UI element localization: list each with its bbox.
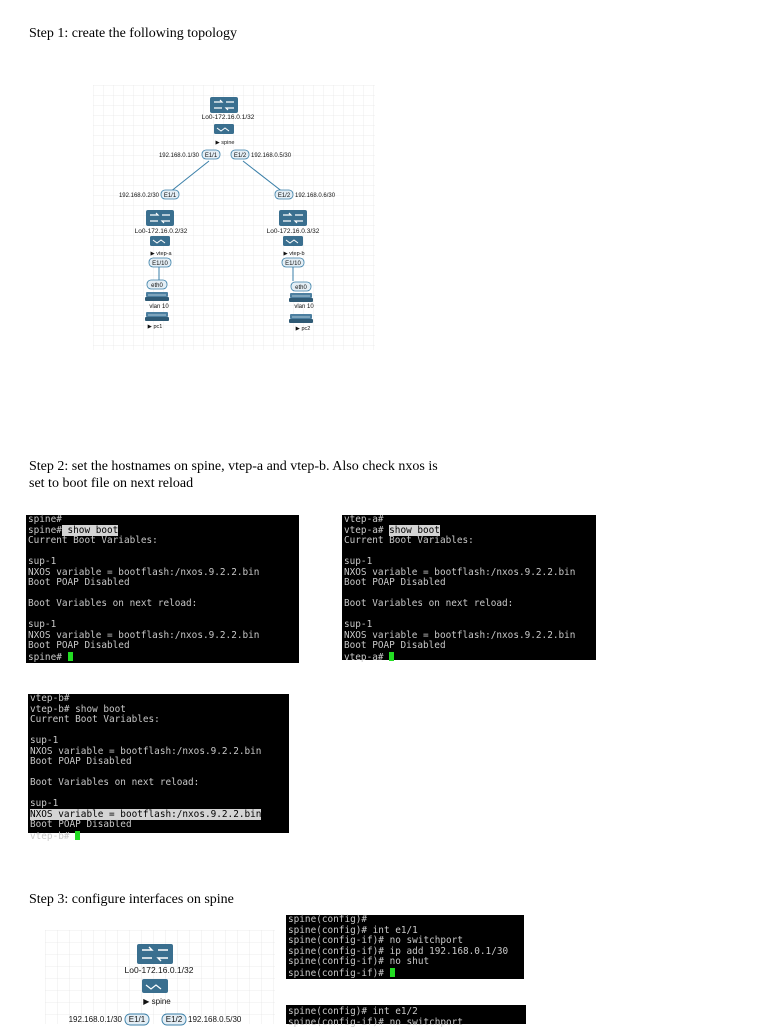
svg-text:E1/1: E1/1 — [163, 193, 177, 199]
pc1-vlan-label: vlan 10 — [149, 304, 169, 310]
vtepa-e11-ip: 192.168.0.2/30 — [118, 193, 159, 199]
vtepb-switch-icon[interactable] — [279, 210, 307, 226]
step1-heading: Step 1: create the following topology — [29, 26, 238, 41]
spine-e12-ip: 192.168.0.5/30 — [188, 1015, 242, 1024]
spine-switch-icon[interactable] — [137, 944, 173, 964]
svg-text:E1/10: E1/10 — [285, 261, 301, 267]
svg-text:eth0: eth0 — [151, 283, 163, 289]
spine-topology-diagram — [45, 930, 275, 1024]
spine-show-boot-terminal[interactable]: spine# spine# show boot Current Boot Variables: sup-1 NXOS variable = bootflash:/nxos.9.2.2.bin Boot POAP Disabled Boot Variables on next reload: sup-1 NXOS variable = bootflash:/nxos.9.2.2.bin Boot POAP Disabled spine# — [26, 515, 299, 663]
pc2-stand-icon — [289, 293, 313, 302]
svg-text:eth0: eth0 — [295, 285, 307, 291]
terminal-cursor — [390, 968, 395, 977]
step2-heading-line1: Step 2: set the hostnames on spine, vtep-a and vtep-b. Also check nxos is — [29, 459, 438, 474]
highlighted-line: NXOS variable = bootflash:/nxos.9.2.2.bin — [30, 808, 262, 820]
terminal-cursor — [389, 652, 394, 661]
vtepb-e12-ip: 192.168.0.6/30 — [295, 193, 336, 199]
spine-loopback-label: Lo0-172.16.0.1/32 — [201, 114, 255, 121]
pc1-name-label[interactable]: ▶ pc1 — [147, 324, 163, 330]
spine-config-e12-terminal[interactable]: spine(config)# int e1/2 spine(config-if)# no switchport — [286, 1005, 526, 1024]
spine-loopback-label: Lo0-172.16.0.1/32 — [124, 965, 194, 975]
vtepa-show-boot-terminal[interactable]: vtep-a# vtep-a# show boot Current Boot Variables: sup-1 NXOS variable = bootflash:/nxos.9.2.2.bin Boot POAP Disabled Boot Variables on next reload: sup-1 NXOS variable = bootflash:/nxos.9.2.2.bin Boot POAP Disabled vtep-a# — [342, 515, 596, 660]
terminal-cursor — [68, 652, 73, 661]
vtepb-loopback-label: Lo0-172.16.0.3/32 — [266, 228, 320, 235]
svg-text:E1/1: E1/1 — [204, 153, 218, 159]
vtepb-show-boot-terminal[interactable]: vtep-b# vtep-b# show boot Current Boot Variables: sup-1 NXOS variable = bootflash:/nxos.9.2.2.bin Boot POAP Disabled Boot Variables on next reload: sup-1 NXOS variable = bootflash:/nxos.9.2.2.bin Boot POAP Disabled vtep-b# — [28, 694, 289, 833]
spine-chip-icon — [214, 124, 234, 134]
vtepa-chip-icon — [150, 236, 170, 246]
vtepa-name-label[interactable]: ▶ vtep-a — [150, 251, 172, 257]
topology-diagram — [93, 85, 375, 350]
spine-config-e11-terminal[interactable]: spine(config)# spine(config)# int e1/1 spine(config-if)# no switchport spine(config-if)# ip add 192.168.0.1/30 spine(config-if)# no shut spine(config-if)# — [286, 915, 524, 979]
vtepb-chip-icon — [283, 236, 303, 246]
diagram-grid — [93, 85, 375, 350]
pc2-icon[interactable] — [289, 314, 313, 323]
spine-switch-icon[interactable] — [210, 97, 238, 113]
svg-text:E1/2: E1/2 — [233, 153, 247, 159]
vtepa-switch-icon[interactable] — [146, 210, 174, 226]
pc2-vlan-label: vlan 10 — [294, 304, 314, 310]
spine-e11-ip: 192.168.0.1/30 — [158, 153, 199, 159]
svg-text:E1/10: E1/10 — [152, 261, 168, 267]
spine-name-label[interactable]: ▶ spine — [143, 997, 171, 1006]
svg-text:E1/2: E1/2 — [165, 1015, 183, 1024]
highlighted-command: show boot — [389, 524, 440, 536]
pc1-device-icon[interactable] — [145, 312, 169, 321]
vtepa-loopback-label: Lo0-172.16.0.2/32 — [134, 228, 188, 235]
step3-heading: Step 3: configure interfaces on spine — [29, 892, 234, 907]
step2-heading-line2: set to boot file on next reload — [29, 476, 194, 491]
terminal-cursor — [75, 831, 80, 840]
svg-text:E1/2: E1/2 — [277, 193, 291, 199]
highlighted-command: show boot — [61, 524, 119, 536]
spine-e12-ip: 192.168.0.5/30 — [251, 153, 292, 159]
pc2-name-label[interactable]: ▶ pc2 — [295, 326, 311, 332]
spine-e11-ip: 192.168.0.1/30 — [68, 1015, 122, 1024]
svg-text:E1/1: E1/1 — [128, 1015, 146, 1024]
pc1-icon[interactable] — [145, 292, 169, 301]
spine-name-label[interactable]: ▶ spine — [215, 140, 235, 146]
vtepb-name-label[interactable]: ▶ vtep-b — [283, 251, 305, 257]
spine-chip-icon — [142, 979, 168, 993]
